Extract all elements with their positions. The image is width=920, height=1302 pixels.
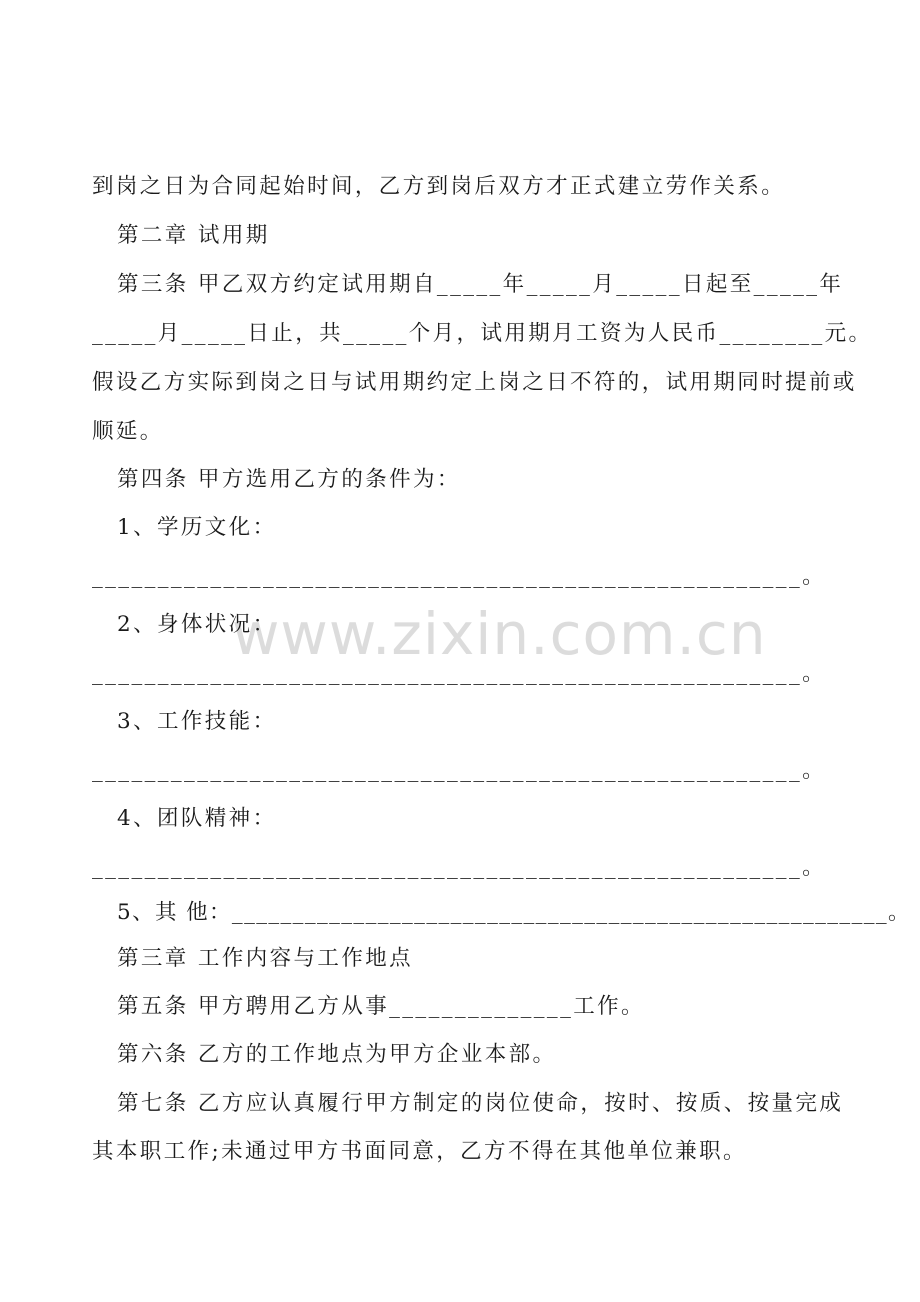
list-item: 4、团队精神： [117, 806, 277, 831]
article-line: 第四条 甲方选用乙方的条件为： [117, 467, 461, 492]
chapter-heading: 第三章 工作内容与工作地点 [117, 946, 414, 971]
article-line: 第三条 甲乙双方约定试用期自_____年_____月_____日起至_____年 [117, 272, 844, 297]
list-item: 2、身体状况： [117, 612, 277, 637]
chapter-heading: 第二章 试用期 [117, 223, 270, 248]
list-item: 3、工作技能： [117, 709, 277, 734]
paragraph-line: _____月_____日止，共_____个月，试用期月工资为人民币________元。 [92, 321, 873, 346]
paragraph-line: 顺延。 [92, 419, 164, 444]
blank-line: ______________________________________________________。 [92, 855, 826, 880]
article-line: 第六条 乙方的工作地点为甲方企业本部。 [117, 1042, 557, 1067]
list-item: 1、学历文化： [117, 515, 277, 540]
article-line: 第五条 甲方聘用乙方从事______________工作。 [117, 994, 645, 1019]
blank-line: ______________________________________________________。 [92, 661, 826, 686]
paragraph-line: 假设乙方实际到岗之日与试用期约定上岗之日不符的，试用期同时提前或 [92, 370, 857, 395]
blank-line: ______________________________________________________。 [92, 758, 826, 783]
paragraph-line: 到岗之日为合同起始时间，乙方到岗后双方才正式建立劳作关系。 [92, 174, 786, 199]
blank-line: ______________________________________________________。 [92, 564, 826, 589]
article-line: 第七条 乙方应认真履行甲方制定的岗位使命，按时、按质、按量完成 [117, 1091, 844, 1116]
list-item: 5、其 他：______________________________________________________。 [117, 900, 911, 925]
paragraph-line: 其本职工作;未通过甲方书面同意，乙方不得在其他单位兼职。 [92, 1139, 747, 1164]
watermark: www.zixin.com.cn [232, 600, 767, 668]
